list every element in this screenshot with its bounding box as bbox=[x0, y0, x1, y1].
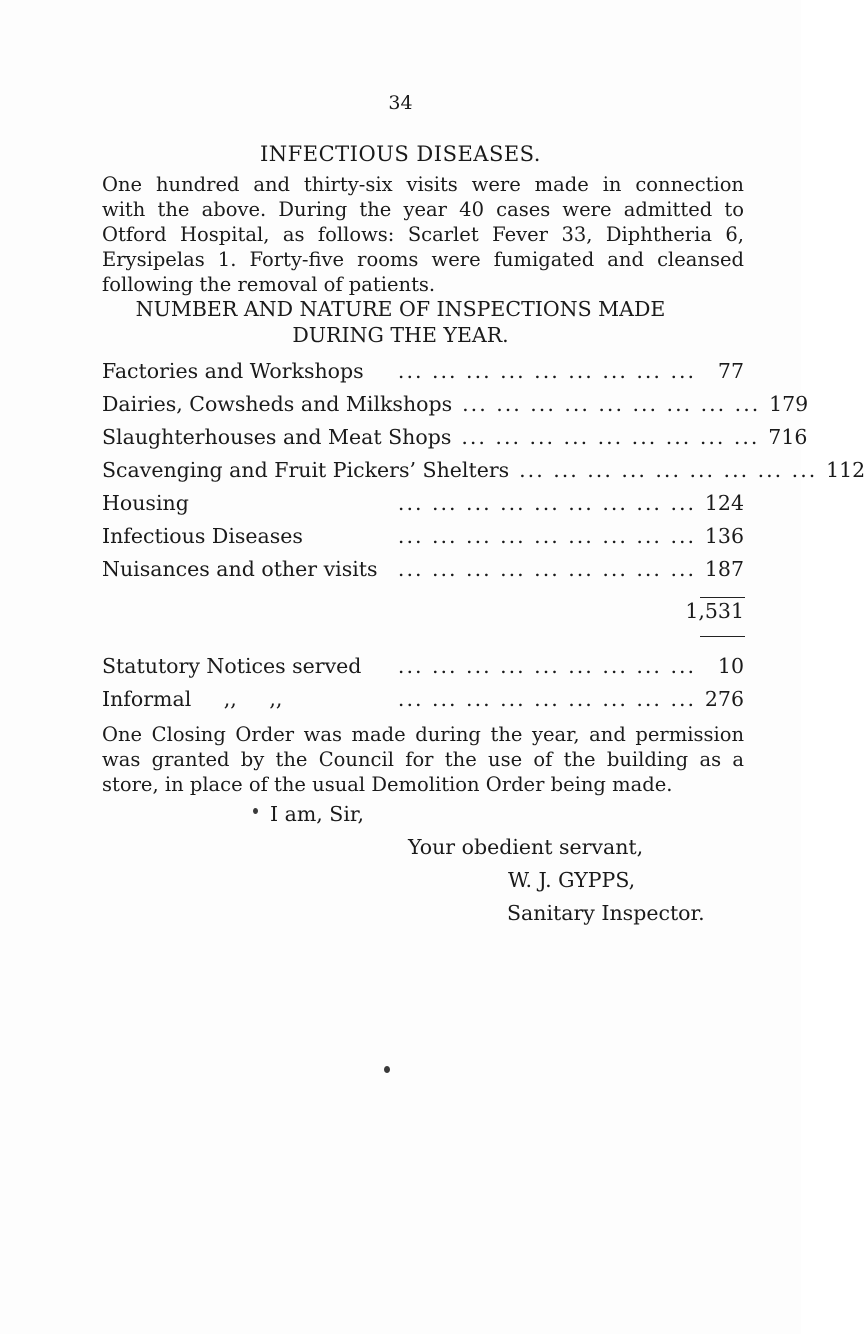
closing-line: was granted by the Council for the use of the building as a bbox=[102, 748, 744, 771]
inspection-value: 716 bbox=[768, 425, 808, 449]
dot-leader: ... ... ... ... ... ... ... ... ... bbox=[397, 491, 696, 515]
notice-row bbox=[102, 651, 744, 681]
dot-leader: ... ... ... ... ... ... ... ... ... bbox=[397, 524, 696, 548]
dot-leader: ... ... ... ... ... ... ... ... ... bbox=[461, 425, 760, 449]
closing-line: store, in place of the usual Demolition Order being made. bbox=[102, 773, 673, 796]
intro-line: with the above. During the year 40 cases were admitted to bbox=[102, 198, 744, 221]
inspections-heading bbox=[0, 296, 801, 348]
inspection-label: Dairies, Cowsheds and Milkshops bbox=[102, 392, 453, 416]
ink-speck bbox=[253, 808, 258, 814]
notice-row bbox=[102, 684, 744, 714]
inspection-row bbox=[102, 356, 744, 386]
total-rule-bottom bbox=[700, 636, 745, 637]
signatory-title: Sanitary Inspector. bbox=[507, 901, 705, 925]
intro-line: Otford Hospital, as follows: Scarlet Fever 33, Diphtheria 6, bbox=[102, 223, 744, 246]
intro-paragraph bbox=[102, 172, 744, 297]
inspection-label: Housing bbox=[102, 491, 189, 515]
inspection-label: Infectious Diseases bbox=[102, 524, 303, 548]
signatory-name: W. J. GYPPS, bbox=[508, 868, 636, 892]
inspection-row bbox=[102, 488, 744, 518]
inspection-label: Scavenging and Fruit Pickers’ Shelters bbox=[102, 458, 510, 482]
inspection-label: Nuisances and other visits bbox=[102, 557, 378, 581]
inspections-total: 1,531 bbox=[685, 599, 744, 623]
inspection-row bbox=[102, 554, 744, 584]
inspection-label: Factories and Workshops bbox=[102, 359, 364, 383]
section-title: INFECTIOUS DISEASES. bbox=[260, 142, 541, 166]
inspection-row bbox=[102, 521, 744, 551]
inspection-value: 179 bbox=[769, 392, 809, 416]
dot-leader: ... ... ... ... ... ... ... ... ... bbox=[397, 687, 696, 711]
closing-paragraph bbox=[102, 722, 744, 797]
inspection-value: 187 bbox=[704, 557, 744, 581]
inspection-row bbox=[102, 422, 808, 452]
dot-leader: ... ... ... ... ... ... ... ... ... bbox=[397, 654, 696, 678]
dot-leader: ... ... ... ... ... ... ... ... ... bbox=[397, 557, 696, 581]
inspection-row bbox=[102, 389, 809, 419]
notice-value: 276 bbox=[704, 687, 744, 711]
page-number: 34 bbox=[388, 92, 413, 114]
inspection-row bbox=[102, 455, 865, 485]
dot-leader: ... ... ... ... ... ... ... ... ... bbox=[519, 458, 818, 482]
notice-value: 10 bbox=[717, 654, 744, 678]
intro-line: One hundred and thirty-six visits were made in connection bbox=[102, 173, 744, 196]
inspection-value: 77 bbox=[717, 359, 744, 383]
inspection-value: 124 bbox=[704, 491, 744, 515]
ink-speck bbox=[384, 1066, 390, 1073]
inspections-heading-line: DURING THE YEAR. bbox=[292, 323, 509, 347]
intro-line: Erysipelas 1. Forty-five rooms were fumigated and cleansed bbox=[102, 248, 744, 271]
inspections-heading-line: NUMBER AND NATURE OF INSPECTIONS MADE bbox=[135, 297, 666, 321]
dot-leader: ... ... ... ... ... ... ... ... ... bbox=[397, 359, 696, 383]
intro-line: following the removal of patients. bbox=[102, 273, 436, 296]
inspection-label: Slaughterhouses and Meat Shops bbox=[102, 425, 452, 449]
inspection-value: 112 bbox=[826, 458, 865, 482]
notice-label: Informal ,, ,, bbox=[102, 687, 283, 711]
inspection-value: 136 bbox=[704, 524, 744, 548]
complimentary-close: Your obedient servant, bbox=[408, 835, 644, 859]
closing-line: One Closing Order was made during the year, and permission bbox=[102, 723, 744, 746]
salutation: I am, Sir, bbox=[270, 802, 364, 826]
notice-label: Statutory Notices served bbox=[102, 654, 362, 678]
dot-leader: ... ... ... ... ... ... ... ... ... bbox=[462, 392, 761, 416]
